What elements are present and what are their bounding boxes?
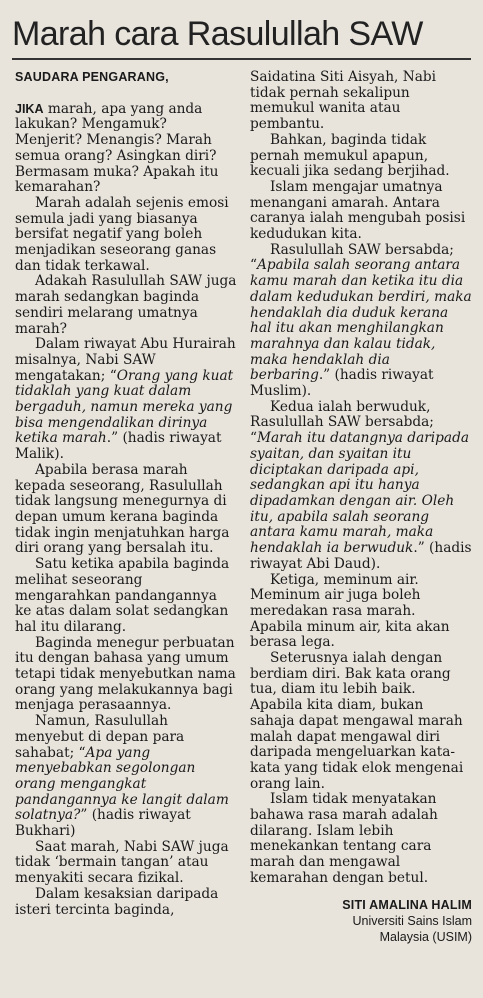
paragraph: Ketiga, meminum air. Meminum air juga boleh meredakan rasa marah. Apabila minum air, kita akan berasa lega.: [250, 571, 450, 651]
paragraph: Islam mengajar umatnya menangani amarah. Antara caranya ialah mengubah posisi kedudukan kita.: [250, 178, 466, 243]
paragraph: Seterusnya ialah dengan berdiam diri. Bak kata orang tua, diam itu lebih baik. Apabila kita diam, bukan sahaja dapat mengawal marah malah dapat mengawal diri daripada mengeluarkan kata-kata yang tidak elok mengenai orang lain.: [250, 650, 464, 792]
greeting: SAUDARA PENGARANG,: [15, 70, 169, 84]
paragraph: Dalam kesaksian daripada isteri tercinta baginda,: [15, 885, 219, 918]
paragraph: Satu ketika apabila baginda melihat seseorang mengarahkan pandangannya ke atas dalam solat sedangkan hal itu dilarang.: [15, 556, 230, 635]
paragraph-text: marah, apa yang anda lakukan? Mengamuk? Menjerit? Menangis? Marah semua orang? Asingkan diri? Bermasam muka? Apakah itu kemarahan?: [15, 100, 219, 196]
paragraph: Adakah Rasulullah SAW juga marah sedangkan baginda sendiri melarang umatnya marah?: [15, 273, 237, 337]
paragraph-text: .” (hadis riwayat Malik).: [15, 430, 222, 463]
paragraph-text: ” (hadis riwayat Bukhari): [15, 807, 191, 840]
paragraph: [15, 337, 237, 463]
paragraph: Marah adalah sejenis emosi semula jadi yang biasanya bersifat negatif yang boleh menjadikan seseorang ganas dan tidak terkawal.: [15, 194, 229, 274]
author-affiliation: Malaysia (USIM): [379, 929, 472, 944]
headline: Marah cara Rasulullah SAW: [12, 15, 423, 53]
paragraph: [15, 102, 237, 196]
left-column: [15, 70, 237, 918]
lead-word: JIKA: [15, 101, 44, 116]
paragraph: Saidatina Siti Aisyah, Nabi tidak pernah sekalipun memukul wanita atau pembantu.: [250, 69, 436, 133]
paragraph: Baginda menegur perbuatan itu dengan bahasa yang umum tetapi tidak menyebutkan nama orang yang melakukannya bagi menjaga perasaannya.: [15, 634, 236, 714]
hadith-quote: Apa yang menyebabkan segolongan orang mengangkat pandangannya ke langit dalam solatnya?: [15, 744, 229, 824]
paragraph: [15, 714, 237, 840]
paragraph-text: .” (hadis riwayat Abi Daud).: [250, 540, 472, 572]
paragraph-text: Kedua ialah berwuduk, Rasulullah SAW bersabda; “: [250, 398, 434, 447]
paragraph: Islam tidak menyatakan bahawa rasa marah adalah dilarang. Islam lebih menekankan tentang cara marah dan mengawal kemarahan dengan betul.: [250, 791, 438, 886]
paragraph-text: .” (hadis riwayat Muslim).: [250, 367, 434, 400]
signature-block: [250, 897, 472, 945]
right-column: [250, 70, 472, 945]
paragraph: Saat marah, Nabi SAW juga tidak ‘bermain tangan’ atau menyakiti secara fizikal.: [15, 838, 229, 887]
hadith-quote: Orang yang kuat tidaklah yang kuat dalam bergaduh, namun mereka yang bisa mengendalikan dirinya ketika marah: [15, 367, 234, 447]
headline-rule: [12, 58, 471, 60]
hadith-quote: Apabila salah seorang antara kamu marah dan ketika itu dia dalam kedudukan berdiri, maka hendaklah dia duduk kerana hal itu akan menghilangkan marahnya dan kalau tidak, maka hendaklah dia berbaring: [250, 257, 472, 384]
paragraph-text: Rasulullah SAW bersabda; “: [250, 241, 454, 274]
paragraph: Apabila berasa marah kepada seseorang, Rasulullah tidak langsung menegurnya di depan umum kerana baginda tidak ingin menjatuhkan harga diri orang yang bersalah itu.: [15, 461, 230, 557]
paragraph: Bahkan, baginda tidak pernah memukul apapun, kecuali jika sedang berjihad.: [250, 131, 450, 180]
author-name: SITI AMALINA HALIM: [342, 897, 472, 912]
paragraph-text: Namun, Rasulullah menyebut di depan para sahabat; “: [15, 713, 185, 761]
paragraph: [250, 243, 472, 400]
paragraph: [250, 400, 472, 573]
paragraph-text: Dalam riwayat Abu Hurairah misalnya, Nabi SAW mengatakan; “: [15, 336, 236, 384]
hadith-quote: Marah itu datangnya daripada syaitan, dan syaitan itu diciptakan daripada api, sedangkan api itu hanya dipadamkan dengan air. Oleh itu, apabila salah seorang antara kamu marah, maka hendaklah ia berwuduk: [250, 430, 469, 557]
author-affiliation: Universiti Sains Islam: [352, 913, 472, 928]
